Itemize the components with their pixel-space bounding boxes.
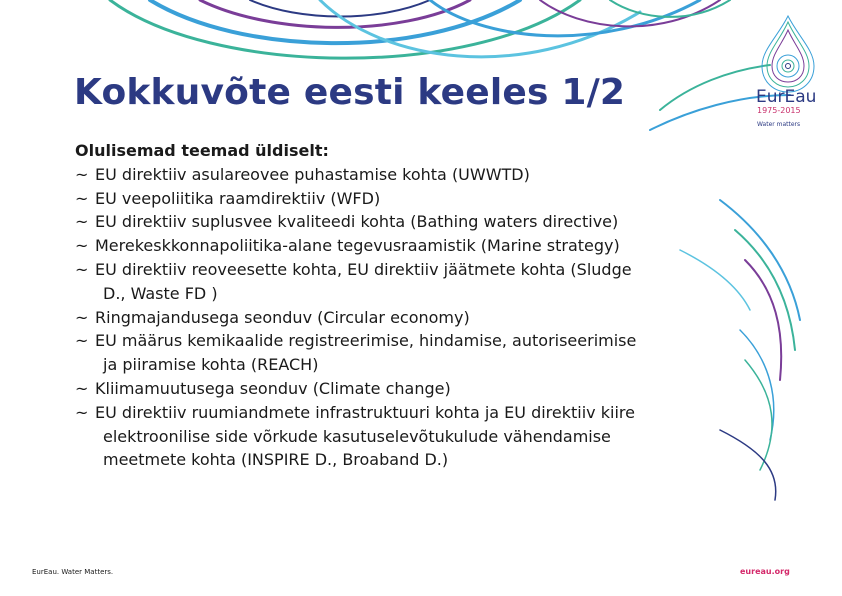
list-item bbox=[75, 187, 795, 211]
list-item-text-continued: meetmete kohta (INSPIRE D., Broaband D.) bbox=[103, 450, 449, 470]
list-item-text-continued: D., Waste FD ) bbox=[103, 283, 218, 303]
logo-years: 1975-2015 bbox=[757, 106, 801, 115]
list-item bbox=[75, 163, 795, 187]
bullet-marker: ~ bbox=[75, 378, 89, 398]
bullet-marker: ~ bbox=[75, 212, 89, 232]
list-item bbox=[75, 401, 795, 472]
list-item-text: EU direktiiv suplusvee kvaliteedi kohta (Bathing waters directive) bbox=[95, 212, 619, 232]
bullet-marker: ~ bbox=[75, 164, 89, 184]
logo-tagline: Water matters bbox=[757, 121, 801, 128]
bullet-marker: ~ bbox=[75, 236, 89, 256]
bullet-marker: ~ bbox=[75, 331, 89, 351]
list-item bbox=[75, 377, 795, 401]
list-item-text: EU direktiiv asulareovee puhastamise kohta (UWWTD) bbox=[95, 164, 530, 184]
bullet-marker: ~ bbox=[75, 402, 89, 422]
list-item-text: EU veepoliitika raamdirektiiv (WFD) bbox=[95, 188, 381, 208]
footer-website[interactable]: eureau.org bbox=[740, 567, 790, 576]
footer-tagline: EurEau. Water Matters. bbox=[32, 568, 114, 576]
bullet-marker: ~ bbox=[75, 307, 89, 327]
list-item-text: EU direktiiv reoveesette kohta, EU direktiiv jäätmete kohta (Sludge bbox=[95, 259, 632, 279]
list-item bbox=[75, 329, 795, 377]
list-item-text-continued: elektroonilise side võrkude kasutuselevõtukulude vähendamise bbox=[103, 426, 611, 446]
list-item bbox=[75, 258, 795, 306]
section-heading: Olulisemad teemad üldiselt: bbox=[75, 141, 329, 160]
bullet-marker: ~ bbox=[75, 188, 89, 208]
bullet-marker: ~ bbox=[75, 259, 89, 279]
slide-body bbox=[75, 139, 795, 472]
list-item-text: Kliimamuutusega seonduv (Climate change) bbox=[95, 378, 451, 398]
list-item-text: EU määrus kemikaalide registreerimise, hindamise, autoriseerimise bbox=[95, 331, 637, 351]
list-item bbox=[75, 210, 795, 234]
list-item bbox=[75, 306, 795, 330]
logo-name: EurEau bbox=[756, 87, 817, 107]
list-item-text: Merekeskkonnapoliitika-alane tegevusraamistik (Marine strategy) bbox=[95, 236, 620, 256]
list-item-text: EU direktiiv ruumiandmete infrastruktuuri kohta ja EU direktiiv kiire bbox=[95, 402, 635, 422]
list-item-text: Ringmajandusega seonduv (Circular economy) bbox=[95, 307, 470, 327]
list-item-text-continued: ja piiramise kohta (REACH) bbox=[103, 355, 319, 375]
slide-title: Kokkuvõte eesti keeles 1/2 bbox=[74, 72, 626, 113]
list-item bbox=[75, 234, 795, 258]
